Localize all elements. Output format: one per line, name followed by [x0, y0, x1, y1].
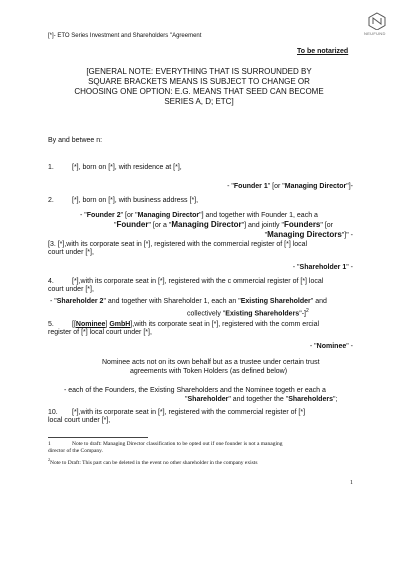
party-10-line-1: [*],with its corporate seat in [*], registered with the commercial register of [*] — [72, 409, 306, 416]
party-4-line-1: [*],with its corporate seat in [*], registered with the c ommercial register of [*] local — [72, 278, 324, 285]
party-5-line-2: register of [*] local court under [*], — [48, 329, 152, 336]
party-2-number: 2. — [48, 197, 54, 204]
footnote-1-line-1: Note to draft: Managing Director classification to be opted out if one founder is not a managing — [72, 441, 283, 447]
shareholders-definition-line-2: "Shareholder" and together the "Shareholders"; — [185, 396, 338, 403]
general-note-line: CHOOSING ONE OPTION: E.G. MEANS THAT SEED CAN BECOME — [74, 87, 324, 96]
party-5-role: - "Nominee" - — [309, 343, 353, 350]
party-2-role-line-1: - "Founder 2" [or "Managing Director"] and together with Founder 1, each a — [80, 212, 318, 219]
general-note-line: [GENERAL NOTE: EVERYTHING THAT IS SURROUNDED BY — [86, 67, 312, 76]
footnote-divider — [48, 437, 148, 438]
footnote-1-line-2: director of the Company. — [48, 448, 103, 454]
party-3-line-1: [3. [*],with its corporate seat in [*], registered with the commercial register of [*] local — [48, 241, 308, 248]
nominee-note-line-2: agreements with Token Holders (as defined below) — [130, 368, 288, 375]
document-title: [*]- ETO Series Investment and Shareholders "Agreement — [48, 33, 202, 39]
general-note-line: SERIES A, D; ETC] — [164, 97, 234, 106]
party-3-line-2: court under [*], — [48, 249, 94, 256]
party-4-role-line-2: collectively "Existing Shareholders"-]$^2$ — [187, 308, 309, 318]
party-4-role-line-1: - "Shareholder 2" and together with Shareholder 1, each an "Existing Shareholder" and — [50, 298, 327, 305]
party-5-line-1: [[Nominee] GmbH],with its corporate seat in [*], registered with the comm ercial — [72, 321, 320, 328]
party-3-role: - "Shareholder 1" - — [292, 264, 353, 271]
party-1-role: - "Founder 1" [or "Managing Director"]- — [227, 183, 353, 190]
party-2-role-line-3: "Managing Directors"]" - — [264, 230, 353, 239]
party-10-number: 10. — [48, 409, 58, 416]
party-4-number: 4. — [48, 278, 54, 285]
by-and-between: By and betwee n: — [48, 137, 103, 144]
page-number: 1 — [350, 480, 353, 486]
party-1-number: 1. — [48, 164, 54, 171]
logo-text: NEUFUND — [364, 31, 386, 36]
footnote-2: $^2$Note to Draft: This part can be deleted in the event no other shareholder in the company exists — [48, 457, 258, 466]
party-1-text: [*], born on [*], with residence at [*], — [72, 164, 182, 171]
general-note — [48, 67, 350, 107]
nominee-note-line-1: Nominee acts not on its own behalf but as a trustee under certain trust — [102, 359, 320, 366]
party-5-number: 5. — [48, 321, 54, 328]
party-10-line-2: local court under [*], — [48, 417, 111, 424]
party-4-line-2: court under [*], — [48, 286, 94, 293]
general-note-line: SQUARE BRACKETS MEANS IS SUBJECT TO CHANGE OR — [88, 77, 310, 86]
shareholders-definition-line-1: - each of the Founders, the Existing Shareholders and the Nominee togeth er each a — [64, 387, 326, 394]
to-be-notarized: To be notarized — [297, 48, 349, 55]
footnote-1-number: 1 — [48, 441, 51, 447]
party-2-text: [*], born on [*], with business address [*], — [72, 197, 199, 204]
party-2-role-line-2: "Founder" [or a "Managing Director"] and jointly "Founders" [or — [114, 220, 333, 229]
